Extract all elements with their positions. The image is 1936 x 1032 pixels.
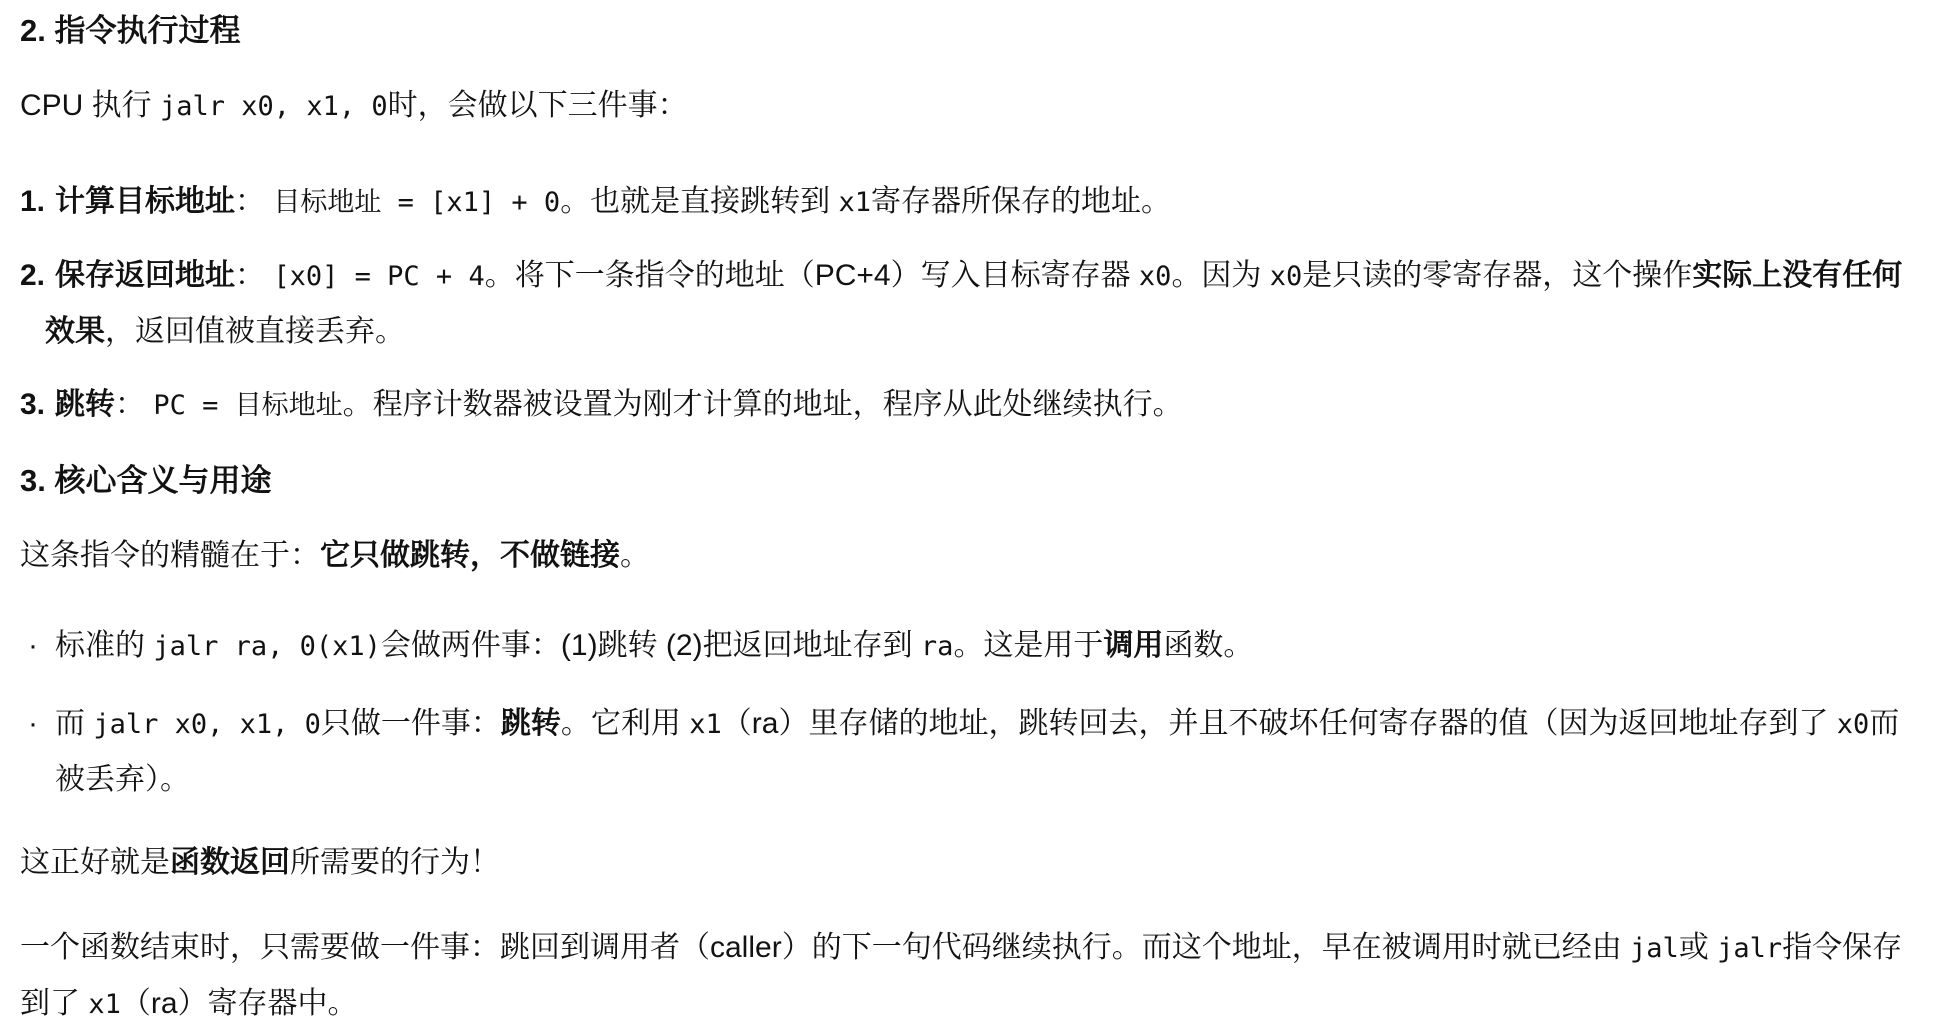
inline-code: 目标地址 = [x1] + 0 <box>273 187 561 218</box>
text-run: 。它利用 <box>560 707 690 740</box>
text-run: 这条指令的精髓在于： <box>20 539 320 572</box>
inline-code: jalr x0, x1, 0 <box>160 91 388 122</box>
text-run: ，返回值被直接丢弃。 <box>105 315 405 348</box>
text-run: 。因为 <box>1171 259 1270 292</box>
list-number-marker: 2. <box>20 259 46 292</box>
paragraph <box>20 835 1920 890</box>
inline-code: x1 <box>689 709 722 740</box>
list-item <box>20 618 1920 674</box>
inline-code: x0 <box>1269 261 1303 292</box>
list-number-marker: 3. <box>20 388 46 421</box>
text-run: 一个函数结束时，只需要做一件事：跳回到调用者（caller）的下一句代码继续执行。而这个地址，早在被调用时就已经由 <box>20 931 1631 964</box>
text-run: 时，会做以下三件事： <box>387 89 688 122</box>
text-run: CPU 执行 <box>20 89 161 122</box>
text-run: 是只读的零寄存器，这个操作 <box>1302 259 1693 292</box>
inline-code: x1 <box>838 187 872 218</box>
list-item <box>20 377 1920 433</box>
text-run: 。 <box>620 539 650 572</box>
text-run: 这正好就是 <box>20 846 170 879</box>
inline-code: jalr <box>1717 933 1783 964</box>
inline-code: x0 <box>1836 709 1870 740</box>
text-run: ： <box>115 388 154 421</box>
text-run: 会做两件事：(1)跳转 (2)把返回地址存到 <box>380 629 921 662</box>
text-run: 。这是用于 <box>953 629 1104 662</box>
text-run: 寄存器所保存的地址。 <box>871 185 1172 218</box>
text-run: 。也就是直接跳转到 <box>560 185 839 218</box>
section-heading: 3. 核心含义与用途 <box>20 463 272 498</box>
text-run: 所需要的行为！ <box>290 846 500 879</box>
section-heading: 2. 指令执行过程 <box>20 13 241 48</box>
text-run: 指令保存到了 <box>20 931 1903 1020</box>
text-run: 而 <box>55 707 94 740</box>
paragraph <box>20 528 1920 583</box>
list-item <box>20 696 1920 807</box>
inline-code: ra <box>920 631 954 662</box>
text-run: 函数。 <box>1163 629 1254 662</box>
bold-text: 调用 <box>1103 629 1164 662</box>
inline-code: x0 <box>1138 261 1172 292</box>
bullet-icon: · <box>28 629 38 662</box>
bold-text: 保存返回地址 <box>55 259 236 292</box>
text-run: 。程序计数器被设置为刚才计算的地址，程序从此处继续执行。 <box>342 388 1183 421</box>
inline-code: jalr x0, x1, 0 <box>93 709 321 740</box>
list-item <box>20 174 1920 230</box>
bold-text: 实际上没有任何效果 <box>45 259 1903 348</box>
bold-text: 它只做跳转，不做链接 <box>320 539 620 572</box>
list-item <box>20 248 1920 359</box>
text-run: 标准的 <box>55 629 154 662</box>
paragraph <box>20 78 1920 134</box>
bold-text: 跳转 <box>55 388 116 421</box>
text-run: 。将下一条指令的地址（PC+4）写入目标寄存器 <box>484 259 1139 292</box>
numbered-list <box>20 174 1920 433</box>
inline-code: jal <box>1630 933 1679 964</box>
bold-text: 跳转 <box>500 707 561 740</box>
paragraph <box>20 920 1920 1032</box>
document <box>20 3 1920 1032</box>
text-run: （ra）里存储的地址，跳转回去，并且不破坏任何寄存器的值（因为返回地址存到了 <box>721 707 1837 740</box>
bullet-list <box>20 618 1920 807</box>
inline-code: [x0] = PC + 4 <box>273 261 485 292</box>
inline-code: PC = 目标地址 <box>153 390 343 421</box>
bullet-icon: · <box>28 707 38 740</box>
text-run: （ra）寄存器中。 <box>120 987 358 1020</box>
inline-code: x1 <box>88 989 121 1020</box>
text-run: 而被丢弃）。 <box>55 707 1900 796</box>
text-run: ： <box>235 185 274 218</box>
text-run: ： <box>235 259 274 292</box>
bold-text: 计算目标地址 <box>55 185 236 218</box>
bold-text: 函数返回 <box>170 846 290 879</box>
inline-code: jalr ra, 0(x1) <box>153 631 381 662</box>
text-run: 或 <box>1678 931 1718 964</box>
list-number-marker: 1. <box>20 185 46 218</box>
text-run: 只做一件事： <box>320 707 501 740</box>
